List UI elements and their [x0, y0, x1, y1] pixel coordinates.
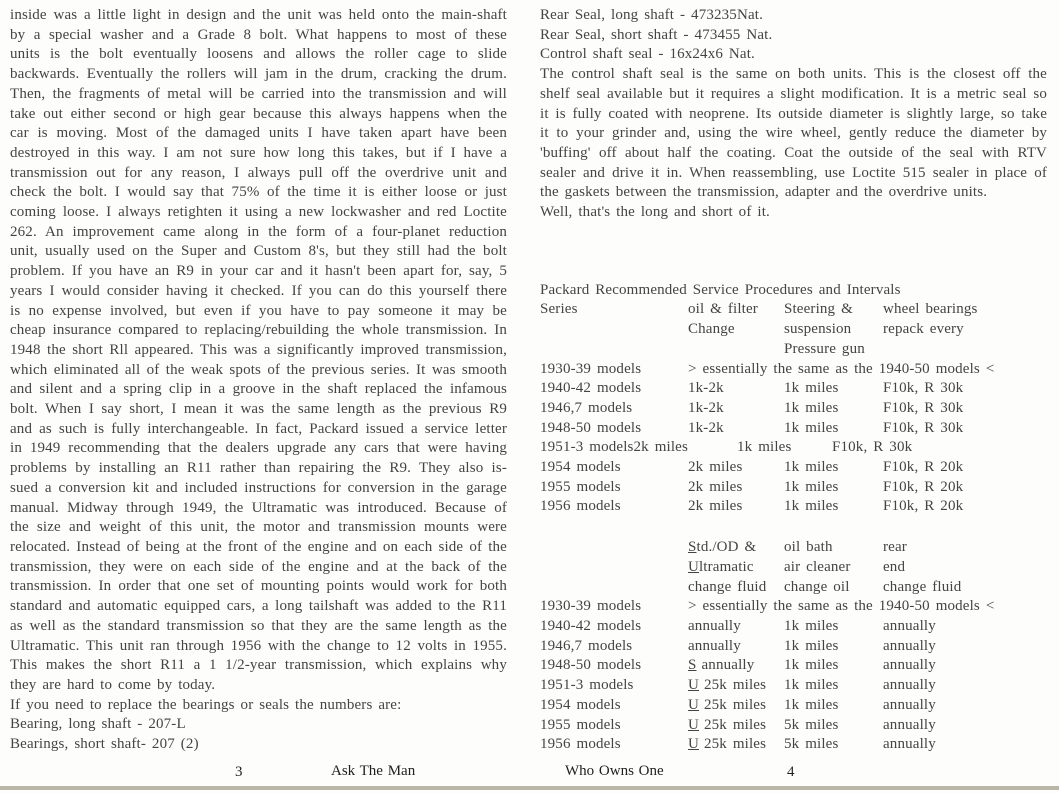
left-page [10, 6, 507, 755]
bearing-short-shaft-line: Bearings, short shaft- 207 (2) [10, 736, 199, 753]
cell-oil: 2k miles [688, 459, 743, 476]
table2-row [540, 696, 1047, 716]
cell-series: 1940-42 models [540, 380, 642, 397]
header-air-cleaner-line: air cleaner [784, 558, 851, 575]
right-page [540, 6, 1047, 755]
cell-series: 1954 models [540, 696, 621, 713]
cell-oil: 1k-2k [688, 380, 724, 397]
table1-header-wheel-bearings [883, 300, 1047, 339]
cell-steering: 1k miles [784, 478, 839, 495]
table1-row [540, 497, 1047, 517]
cell-steering: 1k miles [784, 399, 839, 416]
rear-seal-long-line: Rear Seal, long shaft - 473235Nat. [540, 7, 763, 23]
table2-header-row [540, 538, 1047, 597]
table2-row [540, 716, 1047, 736]
header-steering-line1: Steering & [784, 301, 853, 318]
cell-series-oil-joined [540, 438, 737, 458]
cell-bearings: F10k, R 30k [883, 380, 964, 397]
cell-series: 1956 models [540, 498, 621, 515]
control-shaft-seal-line: Control shaft seal - 16x24x6 Nat. [540, 46, 755, 63]
header-oil-bath-line: oil bath [784, 539, 833, 556]
cell-fluid [688, 716, 784, 736]
header-change-oil-line: change oil [784, 578, 850, 595]
cell-fluid-text: 25k miles [703, 677, 767, 694]
cell-oil: 1k-2k [688, 419, 724, 436]
cell-oil: 2k miles [633, 439, 688, 456]
cell-bearings: F10k, R 20k [883, 498, 964, 515]
header-bearings-line2: repack every [883, 321, 964, 338]
seal-instructions-paragraph: The control shaft seal is the same on both units. This is the closest off the shelf seal available but it requires a slight modification. It is a metric seal so it is fully coated with neoprene. Its outside diameter is slightly large, so take it to your grinder and, using the wire wheel, gently reduce the diameter by 'buffing' off about half the coating. Coat the outside of the seal with RTV sealer and drive it in. When reassembling, use Loctite 515 sealer in place of the gaskets between the transmission, adapter and the overdrive units. [540, 66, 1047, 201]
table1-header-series [540, 300, 688, 320]
cell-filter: 1k miles [784, 696, 839, 713]
cell-bearings: F10k, R 30k [883, 399, 964, 416]
cell-steering: 1k miles [784, 498, 839, 515]
cell-fluid-text: 25k miles [703, 696, 767, 713]
table1-span-row [540, 360, 1047, 380]
underlined-letter: U [688, 558, 699, 575]
header-ultramatic-line [688, 558, 784, 578]
cell-bearings: F10k, R 20k [883, 478, 964, 495]
underlined-letter: U [688, 736, 699, 753]
header-text: td./OD & [696, 539, 757, 556]
table1-header-oil-filter [688, 300, 784, 339]
cell-series: 1948-50 models [540, 419, 642, 436]
cell-fluid-text: annually [688, 637, 741, 654]
table1-row [540, 379, 1047, 399]
table2-row [540, 676, 1047, 696]
table2-header-rear-end [883, 538, 1047, 597]
underlined-letter: U [688, 716, 699, 733]
cell-series: 1940-42 models [540, 617, 642, 634]
cell-steering: 1k miles [784, 380, 839, 397]
cell-series: 1946,7 models [540, 399, 633, 416]
header-steering-line2: suspension [784, 321, 852, 338]
cell-oil: 2k miles [688, 478, 743, 495]
cell-fluid [688, 637, 784, 657]
header-steering-line3: Pressure gun [784, 340, 865, 357]
cell-fluid-text: 25k miles [703, 716, 767, 733]
header-text: change fluid [688, 578, 767, 595]
cell-rear: annually [883, 716, 936, 733]
cell-fluid [688, 735, 784, 755]
cell-series: 1955 models [540, 478, 621, 495]
cell-steering: 1k miles [784, 419, 839, 436]
cell-rear: annually [883, 677, 936, 694]
bearings-intro-line: If you need to replace the bearings or seals the numbers are: [10, 696, 402, 713]
cell-fluid-text: annually [701, 657, 755, 674]
cell-fluid [688, 617, 784, 637]
cell-steering: 1k miles [737, 439, 792, 456]
article-body-paragraph: inside was a little light in design and the unit was held onto the main-shaft by a special washer and a Grade 8 bolt. What happens to most of these units is the bolt eventually loosens and allows the roller cage to slide backwards. Eventually the rollers will jam in the drum, cracking the drum. Then, the fragments of metal will be carried into the transmission and will take out either second or high gear because this always happens when the car is moving. Most of the damaged units I have taken apart have been destroyed in this way. I am not sure how long this takes, but if I have a transmission out for any reason, I always pull off the overdrive unit and check the bolt. I would say that 75% of the time it is either loose or just coming loose. I always retighten it using a new lockwasher and red Loctite 262. An improvement came along in the form of a four-planet reduction unit, usually used on the Super and Custom 8's, but they still had the bolt problem. If you have an R9 in your car and it hasn't been apart for, say, 5 years I would consider having it checked. If you can do this yourself there is no expense involved, but even if you have to pay someone it may be cheap insurance compared to replacing/rebuilding the whole transmission. In 1948 the short Rll appeared. This was a significantly improved transmission, which eliminated all of the weak spots of the previous series. It was smooth and silent and a spring clip in a groove in the shaft replaced the infamous bolt. When I say short, I mean it was the same length as the previous R9 and as such is fully interchangeable. In fact, Packard issued a service letter in 1949 recommending that the dealers upgrade any cars that were having problems by installing an R11 rather than repairing the R9. They also is-sued a conversion kit and included instructions for conversion in the garage manual. Midway through 1949, the Ultramatic was introduced. Because of the size and weight of this unit, the motor and transmission mounts were relocated. Instead of being at the front of the engine and on each side of the transmission, they were on each side of the engine and at the back of the transmission. In order that one set of mounting points would work for both standard and automatic equipped cars, a long tailshaft was added to the R11 as well as the standard transmission so that they are the same length as the Ultramatic. This unit ran through 1956 with the change to 12 volts in 1955. This makes the short R11 a 1 1/2-year transmission, which explains why they are hard to come by today. [10, 7, 507, 693]
cell-filter: 5k miles [784, 736, 839, 753]
header-oil-line1: oil & filter [688, 301, 758, 318]
header-change-fluid-line [688, 578, 784, 598]
cell-fluid-text: 25k miles [703, 736, 767, 753]
header-end-line: end [883, 558, 906, 575]
cell-series: 1955 models [540, 716, 621, 733]
cell-span-note: > essentially the same as the 1940-50 models < [688, 360, 995, 377]
header-bearings-line1: wheel bearings [883, 301, 978, 318]
cell-series: 1951-3 models [540, 439, 634, 456]
cell-series: 1951-3 models [540, 677, 634, 694]
cell-filter: 5k miles [784, 716, 839, 733]
cell-fluid-text: annually [688, 617, 741, 634]
table1-row [540, 458, 1047, 478]
page-bottom-edge [0, 786, 1059, 790]
cell-series: 1948-50 models [540, 657, 642, 674]
table2-header-air-cleaner [784, 538, 883, 597]
cell-steering: 1k miles [784, 459, 839, 476]
underlined-letter: S [688, 657, 697, 674]
bearing-long-shaft-line: Bearing, long shaft - 207-L [10, 716, 186, 733]
cell-oil: 1k-2k [688, 399, 724, 416]
cell-series: 1954 models [540, 459, 621, 476]
cell-rear: annually [883, 696, 936, 713]
table2-row [540, 617, 1047, 637]
header-oil-line2: Change [688, 321, 735, 338]
underlined-letter: U [688, 677, 699, 694]
rear-seal-short-line: Rear Seal, short shaft - 473455 Nat. [540, 26, 773, 43]
header-series-label: Series [540, 301, 578, 318]
table1-misaligned-row [540, 438, 1047, 458]
table2-row [540, 637, 1047, 657]
cell-rear: annually [883, 617, 936, 634]
cell-series: 1930-39 models [540, 360, 642, 377]
cell-series: 1956 models [540, 736, 621, 753]
cell-filter: 1k miles [784, 637, 839, 654]
cell-span-note: > essentially the same as the 1940-50 models < [688, 598, 995, 615]
header-text: ltramatic [698, 558, 754, 575]
cell-filter: 1k miles [784, 677, 839, 694]
cell-fluid [688, 676, 784, 696]
service-table-title: Packard Recommended Service Procedures and Intervals [540, 281, 901, 298]
table2-row [540, 656, 1047, 676]
table2-header-std-ultramatic [688, 538, 784, 597]
table1-header-steering [784, 300, 883, 359]
cell-filter: 1k miles [784, 617, 839, 634]
underlined-letter: U [688, 696, 699, 713]
cell-filter: 1k miles [784, 657, 839, 674]
closing-line: Well, that's the long and short of it. [540, 204, 770, 221]
table1-header-row [540, 300, 1047, 359]
table1-row [540, 399, 1047, 419]
cell-rear: annually [883, 657, 936, 674]
cell-series: 1930-39 models [540, 598, 642, 615]
cell-bearings: F10k, R 30k [832, 439, 913, 456]
page-number-right: 4 [787, 764, 795, 780]
page-number-left: 3 [235, 764, 243, 780]
table2-row [540, 735, 1047, 755]
underlined-letter: S [688, 539, 697, 556]
table2-span-row [540, 597, 1047, 617]
cell-oil: 2k miles [688, 498, 743, 515]
footer-motto-right: Who Owns One [565, 763, 664, 779]
header-change-fluid-line: change fluid [883, 578, 962, 595]
header-std-od-line [688, 538, 784, 558]
footer-motto-left: Ask The Man [331, 763, 416, 779]
cell-bearings: F10k, R 30k [883, 419, 964, 436]
header-rear-line: rear [883, 539, 907, 556]
cell-bearings: F10k, R 20k [883, 459, 964, 476]
cell-fluid [688, 656, 784, 676]
table1-row [540, 478, 1047, 498]
cell-rear: annually [883, 637, 936, 654]
cell-series: 1946,7 models [540, 637, 633, 654]
table1-row [540, 419, 1047, 439]
cell-fluid [688, 696, 784, 716]
cell-rear: annually [883, 736, 936, 753]
